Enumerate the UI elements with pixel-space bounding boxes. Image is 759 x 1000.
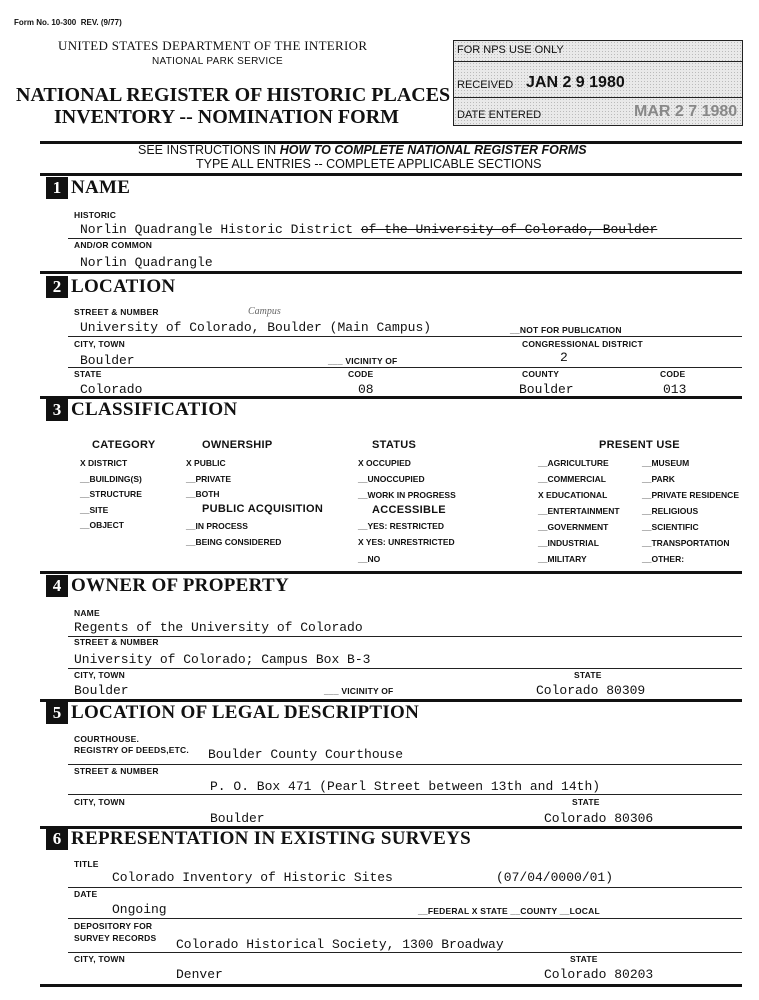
owner-state: Colorado 80309 xyxy=(536,683,646,698)
divider xyxy=(40,571,742,574)
owner-city-label: CITY, TOWN xyxy=(74,670,125,680)
owner-street-label: STREET & NUMBER xyxy=(74,637,159,647)
acquisition-item: __BEING CONSIDERED xyxy=(186,537,282,547)
acquisition-item: __IN PROCESS xyxy=(186,521,248,531)
form-number xyxy=(14,18,122,27)
historic-name-text: Norlin Quadrangle Historic District xyxy=(80,222,361,237)
section-1-heading xyxy=(46,177,130,199)
category-item: __SITE xyxy=(80,505,109,515)
state-label: STATE xyxy=(74,369,102,379)
present-use-item: __RELIGIOUS xyxy=(642,506,699,516)
department: UNITED STATES DEPARTMENT OF THE INTERIOR xyxy=(58,38,368,53)
section-6-heading xyxy=(46,828,471,850)
present-use-item: __MUSEUM xyxy=(642,458,690,468)
form-no: Form No. 10-300 xyxy=(14,18,77,27)
depository-label: DEPOSITORY FOR xyxy=(74,921,153,931)
historic-label: HISTORIC xyxy=(74,210,117,220)
survey-city: Denver xyxy=(176,967,223,982)
divider xyxy=(68,336,742,337)
street-label: STREET & NUMBER xyxy=(74,307,159,317)
owner-street: University of Colorado; Campus Box B-3 xyxy=(74,652,371,667)
status-item: __WORK IN PROGRESS xyxy=(358,490,456,500)
registry-label: REGISTRY OF DEEDS,ETC. xyxy=(74,745,189,755)
location-state: Colorado xyxy=(80,382,143,397)
county-code-label: CODE xyxy=(660,369,686,379)
common-name: Norlin Quadrangle xyxy=(80,255,213,270)
legal-state-label: STATE xyxy=(572,797,600,807)
owner-state-label: STATE xyxy=(574,670,602,680)
present-use-item: __PARK xyxy=(642,474,675,484)
present-use-item: __MILITARY xyxy=(538,554,587,564)
present-use-item: __PRIVATE RESIDENCE xyxy=(642,490,739,500)
accessible-heading: ACCESSIBLE xyxy=(372,504,446,516)
instructions-prefix: SEE INSTRUCTIONS IN xyxy=(138,143,280,157)
section-2-heading xyxy=(46,276,175,298)
present-use-item: X EDUCATIONAL xyxy=(538,490,608,500)
ownership-item: X PUBLIC xyxy=(186,458,226,468)
section-title: CLASSIFICATION xyxy=(71,399,238,420)
county-label: COUNTY xyxy=(522,369,560,379)
divider xyxy=(68,764,742,765)
category-item: X DISTRICT xyxy=(80,458,128,468)
category-item: __STRUCTURE xyxy=(80,489,142,499)
present-use-item: __TRANSPORTATION xyxy=(642,538,730,548)
section-4-heading xyxy=(46,575,289,597)
legal-state: Colorado 80306 xyxy=(544,811,654,826)
survey-title-label: TITLE xyxy=(74,859,99,869)
survey-title: Colorado Inventory of Historic Sites xyxy=(112,870,393,885)
ownership-item: __BOTH xyxy=(186,489,220,499)
ownership-heading: OWNERSHIP xyxy=(202,439,273,451)
nps-use-box xyxy=(453,40,743,126)
status-item: X OCCUPIED xyxy=(358,458,411,468)
owner-name: Regents of the University of Colorado xyxy=(74,620,363,635)
congressional-district: 2 xyxy=(560,350,568,365)
status-heading: STATUS xyxy=(372,439,417,451)
survey-city-label: CITY, TOWN xyxy=(74,954,125,964)
category-heading: CATEGORY xyxy=(92,439,156,451)
owner-vicinity: ___ VICINITY OF xyxy=(324,686,394,696)
handwritten-note: Campus xyxy=(248,306,281,317)
divider xyxy=(68,636,742,637)
form-rev: REV. (9/77) xyxy=(80,18,122,27)
category-item: __OBJECT xyxy=(80,520,124,530)
survey-levels: __FEDERAL X STATE __COUNTY __LOCAL xyxy=(418,906,600,916)
owner-name-label: NAME xyxy=(74,608,100,618)
category-item: __BUILDING(S) xyxy=(80,474,142,484)
divider xyxy=(40,271,742,274)
not-for-publication: __NOT FOR PUBLICATION xyxy=(510,325,622,335)
present-use-heading: PRESENT USE xyxy=(599,439,680,451)
divider xyxy=(68,668,742,669)
public-acquisition-heading: PUBLIC ACQUISITION xyxy=(202,503,324,515)
section-title: OWNER OF PROPERTY xyxy=(71,575,290,596)
instructions-line-1 xyxy=(138,143,587,157)
legal-street-label: STREET & NUMBER xyxy=(74,766,159,776)
divider xyxy=(68,238,742,239)
state-code-label: CODE xyxy=(348,369,374,379)
owner-city: Boulder xyxy=(74,683,129,698)
section-5-heading xyxy=(46,702,419,724)
section-title: LOCATION xyxy=(71,276,176,297)
divider xyxy=(68,367,742,368)
section-number: 1 xyxy=(46,177,68,199)
date-entered-label: DATE ENTERED xyxy=(457,109,542,121)
survey-state-label: STATE xyxy=(570,954,598,964)
present-use-item: __INDUSTRIAL xyxy=(538,538,599,548)
status-item: __UNOCCUPIED xyxy=(358,474,425,484)
congressional-label: CONGRESSIONAL DISTRICT xyxy=(522,339,643,349)
legal-street: P. O. Box 471 (Pearl Street between 13th and 14th) xyxy=(210,779,601,794)
depository: Colorado Historical Society, 1300 Broadway xyxy=(176,937,504,952)
accessible-item: __YES: RESTRICTED xyxy=(358,521,444,531)
instructions-line-2: TYPE ALL ENTRIES -- COMPLETE APPLICABLE SECTIONS xyxy=(196,157,542,171)
divider xyxy=(40,173,742,176)
legal-city-label: CITY, TOWN xyxy=(74,797,125,807)
section-number: 4 xyxy=(46,575,68,597)
divider xyxy=(40,984,742,987)
location-street: University of Colorado, Boulder (Main Campus) xyxy=(80,320,432,335)
section-title: REPRESENTATION IN EXISTING SURVEYS xyxy=(71,828,472,849)
entered-stamp: MAR 2 7 1980 xyxy=(634,103,738,120)
section-number: 6 xyxy=(46,828,68,850)
form-title-1: NATIONAL REGISTER OF HISTORIC PLACES xyxy=(16,84,451,106)
legal-city: Boulder xyxy=(210,811,265,826)
accessible-item: __NO xyxy=(358,554,381,564)
survey-date: Ongoing xyxy=(112,902,167,917)
location-state-code: 08 xyxy=(358,382,374,397)
received-stamp: JAN 2 9 1980 xyxy=(526,74,625,91)
courthouse-name: Boulder County Courthouse xyxy=(208,747,404,762)
section-number: 5 xyxy=(46,702,68,724)
present-use-item: __SCIENTIFIC xyxy=(642,522,699,532)
section-3-heading xyxy=(46,399,237,421)
common-label: AND/OR COMMON xyxy=(74,240,153,250)
divider xyxy=(68,794,742,795)
present-use-item: __GOVERNMENT xyxy=(538,522,609,532)
divider xyxy=(68,952,742,953)
courthouse-label: COURTHOUSE. xyxy=(74,734,140,744)
section-number: 3 xyxy=(46,399,68,421)
survey-records-label: SURVEY RECORDS xyxy=(74,933,157,943)
divider xyxy=(68,887,742,888)
survey-number: (07/04/0000/01) xyxy=(496,870,614,885)
ownership-item: __PRIVATE xyxy=(186,474,232,484)
location-county-code: 013 xyxy=(663,382,687,397)
section-title: LOCATION OF LEGAL DESCRIPTION xyxy=(71,702,420,723)
section-number: 2 xyxy=(46,276,68,298)
location-city: Boulder xyxy=(80,353,135,368)
present-use-item: __ENTERTAINMENT xyxy=(538,506,620,516)
present-use-item: __OTHER: xyxy=(642,554,685,564)
section-title: NAME xyxy=(71,177,131,198)
vicinity-label: ___ VICINITY OF xyxy=(328,356,398,366)
nps-box-title: FOR NPS USE ONLY xyxy=(457,44,564,56)
instructions-emphasis: HOW TO COMPLETE NATIONAL REGISTER FORMS xyxy=(279,143,587,157)
present-use-item: __AGRICULTURE xyxy=(538,458,609,468)
divider xyxy=(68,918,742,919)
historic-name xyxy=(80,222,657,237)
form-title-2: INVENTORY -- NOMINATION FORM xyxy=(54,106,400,128)
survey-date-label: DATE xyxy=(74,889,98,899)
accessible-item: X YES: UNRESTRICTED xyxy=(358,537,455,547)
service: NATIONAL PARK SERVICE xyxy=(152,56,283,67)
historic-name-struck: of the University of Colorado, Boulder xyxy=(360,222,658,237)
location-county: Boulder xyxy=(519,382,574,397)
present-use-item: __COMMERCIAL xyxy=(538,474,607,484)
received-label: RECEIVED xyxy=(457,79,514,91)
survey-state: Colorado 80203 xyxy=(544,967,654,982)
city-label: CITY, TOWN xyxy=(74,339,125,349)
